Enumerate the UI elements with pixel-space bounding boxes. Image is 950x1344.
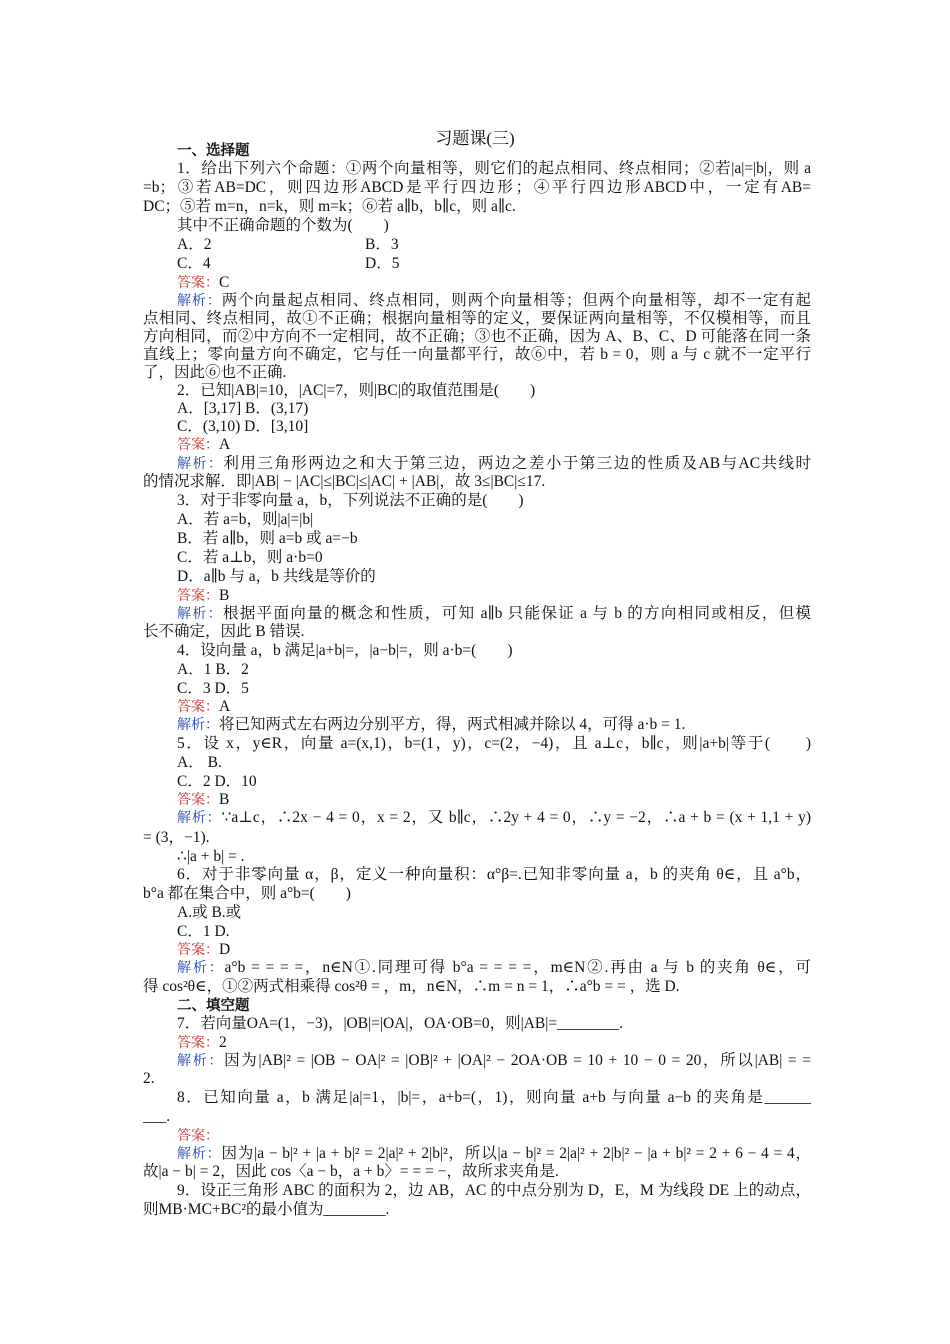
q7-explanation-line-2: 2. (143, 1070, 155, 1087)
q1-explanation-text-1: 两个向量起点相同、终点相同，则两个向量相等；但两个向量相等，却不一定有起 (221, 292, 811, 309)
q1-answer (177, 274, 811, 292)
q6-explanation-line-2: 得 cos²θ∈，①②两式相乘得 cos²θ = ，m，n∈N，∴m = n = 1，∴a°b = = ，选 D. (143, 978, 680, 995)
q4-explanation-text-1: 将已知两式左右两边分别平方，得，两式相减并除以 4，可得 a·b = 1. (219, 716, 686, 733)
q2-answer-value: A (219, 436, 231, 453)
q8-stem-line-1: 8．已知向量 a，b 满足|a|=1，|b|=，a+b=(，1)，则向量 a+b 与向量 a−b 的夹角是______ (177, 1089, 811, 1106)
q4-explanation-line-1 (177, 716, 811, 734)
q8-explanation-line-2: 故|a − b| = 2，因此 cos〈a − b，a + b〉= = = −，故所求夹角是. (143, 1163, 559, 1180)
q3-explanation-line-2: 长不确定，因此 B 错误. (143, 623, 305, 640)
q8-answer (177, 1127, 811, 1145)
q6-stem-line-1: 6．对于非零向量 α，β，定义一种向量积：α°β=.已知非零向量 a，b 的夹角 θ∈，且 a°b， (177, 866, 811, 883)
q5-explanation-line-1 (177, 809, 811, 827)
q8-explanation-line-1 (177, 1145, 811, 1163)
q5-explanation-text-1: ∵a⊥c，∴2x − 4 = 0，x = 2，又 b∥c，∴2y + 4 = 0，∴y = −2，∴a + b = (x + 1,1 + y) (221, 809, 811, 826)
explain-tag: 解析： (177, 293, 222, 309)
section-heading-choice: 一、选择题 (177, 143, 250, 159)
q1-explanation-line-4: 直线上；零向量方向不确定，它与任一向量都平行，故⑥中，若 b = 0，则 a 与 c 就不一定平行 (143, 346, 811, 363)
answer-tag: 答案： (177, 942, 219, 958)
q4-options-ab: A．1 B．2 (177, 661, 249, 678)
q5-explanation-line-3: ∴|a + b| = . (177, 848, 245, 865)
q4-stem: 4．设向量 a，b 满足|a+b|=，|a−b|=，则 a·b=( ) (177, 642, 513, 659)
page-title: 习题课(三) (435, 129, 515, 148)
answer-tag: 答案： (177, 275, 219, 291)
answer-tag: 答案： (177, 1035, 219, 1051)
explain-tag: 解析： (177, 960, 225, 976)
q2-answer (177, 436, 811, 454)
explain-tag: 解析： (177, 810, 222, 826)
q5-explanation-line-2: = (3，−1). (143, 829, 210, 846)
q3-answer (177, 587, 811, 605)
q5-stem: 5．设 x，y∈R，向量 a=(x,1)，b=(1，y)，c=(2，−4)，且 a⊥c，b∥c，则|a+b|等于( ) (177, 735, 811, 752)
q5-options-cd: C．2 D．10 (177, 773, 257, 790)
q9-stem-line-1: 9．设正三角形 ABC 的面积为 2，边 AB，AC 的中点分别为 D，E，M 为线段 DE 上的动点， (177, 1182, 811, 1199)
q1-answer-value: C (219, 274, 230, 291)
q1-option-a: A．2 (177, 236, 212, 253)
q6-explanation-text-1: a°b = = = =，n∈N①.同理可得 b°a = = = =，m∈N②.再由 a 与 b 的夹角 θ∈，可 (224, 959, 812, 976)
q3-answer-value: B (219, 587, 230, 604)
answer-tag: 答案： (177, 792, 219, 808)
q4-answer-value: A (219, 698, 231, 715)
q8-explanation-text-1: 因为|a − b|² + |a + b|² = 2|a|² + 2|b|²，所以|a − b|² = 2|a|² + 2|b|² − |a + b|² = 2 + 6 − 4 = 4， (221, 1145, 812, 1162)
q6-stem-line-2: b°a 都在集合中，则 a°b=( ) (143, 885, 351, 902)
q2-options-cd: C．(3,10) D．[3,10] (177, 418, 309, 435)
q6-answer (177, 941, 811, 959)
q2-explanation-text-1: 利用三角形两边之和大于第三边，两边之差小于第三边的性质及AB与AC共线时 (223, 455, 811, 472)
q4-answer (177, 698, 811, 716)
q5-answer-value: B (219, 791, 230, 808)
q7-explanation-text-1: 因为|AB|² = |OB − OA|² = |OB|² + |OA|² − 2OA·OB = 10 + 10 − 0 = 20，所以|AB| = = (224, 1052, 811, 1069)
explain-tag: 解析： (177, 1053, 225, 1069)
q1-stem-line-4: 其中不正确命题的个数为( ) (177, 217, 389, 234)
q7-explanation-line-1 (177, 1052, 811, 1070)
answer-tag: 答案： (177, 1128, 219, 1144)
q2-explanation-line-1 (177, 455, 811, 473)
q1-explanation-line-2: 点相同、终点相同，故①不正确；根据向量相等的定义，要保证两向量相等，不仅模相等，而且 (143, 310, 811, 327)
q6-options-ab: A.或 B.或 (177, 904, 242, 921)
q1-option-d: D．5 (365, 255, 400, 272)
answer-tag: 答案： (177, 588, 219, 604)
q5-answer (177, 791, 811, 809)
q6-answer-value: D (219, 941, 231, 958)
q1-stem-line-3: DC；⑤若 m=n，n=k，则 m=k；⑥若 a∥b，b∥c，则 a∥c. (143, 198, 516, 215)
answer-tag: 答案： (177, 699, 219, 715)
explain-tag: 解析： (177, 606, 223, 622)
q3-explanation-line-1 (177, 605, 811, 623)
q1-stem-line-2: =b；③若AB=DC，则四边形ABCD是平行四边形；④平行四边形ABCD中，一定有AB= (143, 179, 811, 196)
q1-explanation-line-1 (177, 292, 811, 310)
q6-explanation-line-1 (177, 959, 811, 977)
explain-tag: 解析： (177, 1146, 222, 1162)
q2-stem: 2．已知|AB|=10，|AC|=7，则|BC|的取值范围是( ) (177, 382, 536, 399)
q5-options-ab: A． B. (177, 754, 222, 771)
q2-options-ab: A．[3,17] B．(3,17) (177, 400, 309, 417)
q7-answer (177, 1034, 811, 1052)
q8-stem-line-2: ___. (143, 1108, 171, 1125)
answer-tag: 答案： (177, 437, 219, 453)
q9-stem-line-2: 则MB·MC+BC²的最小值为________. (143, 1201, 390, 1218)
q2-explanation-line-2: 的情况求解．即|AB| − |AC|≤|BC|≤|AC| + |AB|，故 3≤|BC|≤17. (143, 473, 546, 490)
explain-tag: 解析： (177, 456, 224, 472)
q3-option-d: D．a∥b 与 a，b 共线是等价的 (177, 568, 376, 585)
q3-option-b: B．若 a∥b，则 a=b 或 a=−b (177, 530, 358, 547)
q1-explanation-line-3: 方向相同，而②中方向不一定相同，故不正确；③也不正确，因为 A、B、C、D 可能落在同一条 (143, 328, 811, 345)
q1-explanation-line-5: 了，因此⑥也不正确. (143, 364, 287, 381)
q1-option-c: C．4 (177, 255, 211, 272)
explain-tag: 解析： (177, 717, 219, 733)
q6-options-cd: C．1 D. (177, 923, 230, 940)
q3-option-a: A．若 a=b，则|a|=|b| (177, 511, 314, 528)
section-heading-fill: 二、填空题 (177, 998, 250, 1014)
q3-stem: 3．对于非零向量 a，b，下列说法不正确的是( ) (177, 492, 524, 509)
q1-option-b: B．3 (365, 236, 399, 253)
q7-stem: 7．若向量OA=(1，−3)，|OB|=|OA|，OA·OB=0，则|AB|=________. (177, 1015, 623, 1032)
q1-stem-line-1: 1．给出下列六个命题：①两个向量相等，则它们的起点相同、终点相同；②若|a|=|b|，则 a (177, 160, 811, 177)
q4-options-cd: C．3 D．5 (177, 680, 249, 697)
q7-answer-value: 2 (219, 1034, 227, 1051)
q3-option-c: C．若 a⊥b，则 a·b=0 (177, 549, 323, 566)
q3-explanation-text-1: 根据平面向量的概念和性质，可知 a∥b 只能保证 a 与 b 的方向相同或相反，但模 (223, 605, 812, 622)
